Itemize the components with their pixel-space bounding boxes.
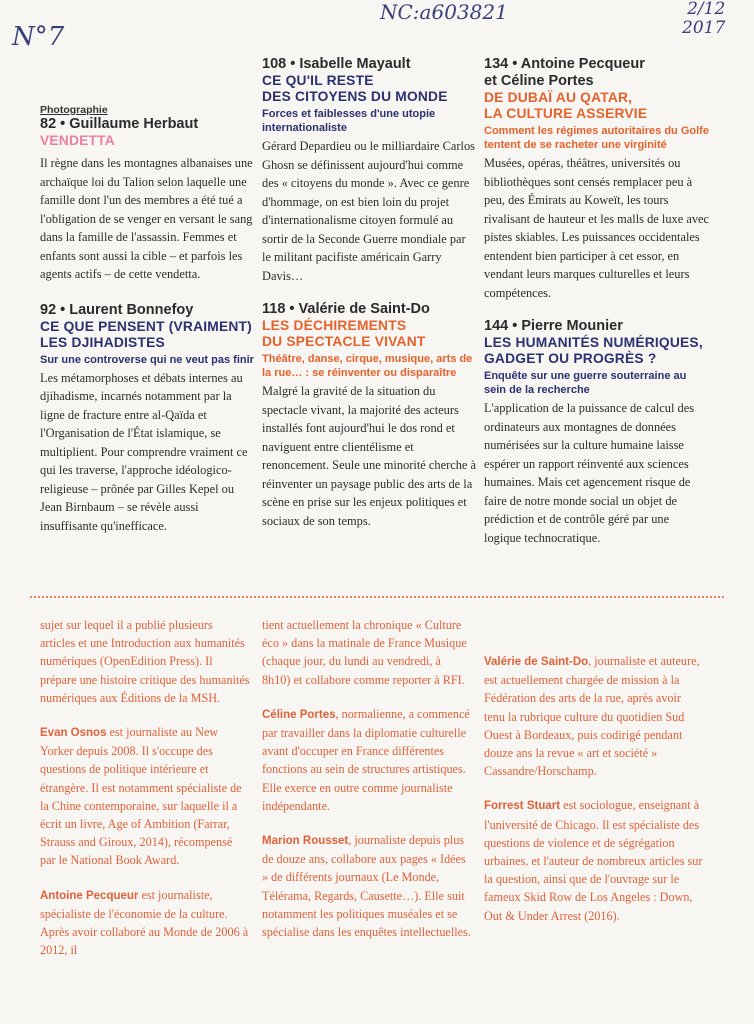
article-subtitle: Comment les régimes autoritaires du Golfe tentent de se racheter une virginité: [484, 125, 709, 151]
article-title-line-2: LA CULTURE ASSERVIE: [484, 106, 648, 121]
handwritten-date: 2/12 2017: [682, 0, 726, 38]
bio-column-3: [484, 652, 704, 941]
article-title-line-2: LES DJIHADISTES: [40, 334, 165, 350]
article-djihadistes: [40, 302, 255, 536]
article-body: Gérard Depardieu ou le milliardaire Carlos Ghosn se définissent aujourd'hui comme des « citoyens du monde ». Avec ce genre d'hommage, on est bien loin du projet d'internationalisme citoyen formulé au sortir de la Seconde Guerre mondiale par le militant pacifiste américain Garry Davis…: [262, 139, 475, 283]
article-citoyens: [262, 56, 477, 285]
article-subtitle: Forces et faiblesses d'une utopie internationaliste: [262, 108, 436, 134]
bio-paragraph: Antoine Pecqueur est journaliste, spécialiste de l'économie de la culture. Après avoir collaboré au Monde de 2006 à 2012, il: [40, 887, 249, 958]
article-number-author: 82 • Guillaume Herbaut: [40, 116, 199, 132]
article-title-line-1: LES HUMANITÉS NUMÉRIQUES,: [484, 335, 703, 350]
article-column-3: [484, 56, 709, 547]
handwritten-catalog-code: NC:a603821: [380, 0, 508, 24]
article-subtitle: Théâtre, danse, cirque, musique, arts de la rue… : se réinventer ou disparaître: [262, 353, 473, 379]
bio-name: Marion Rousset: [262, 835, 349, 848]
bio-column-2: [262, 616, 472, 957]
bio-paragraph: Marion Rousset, journaliste depuis plus de douze ans, collabore aux pages « Idées » de différents journaux (Le Monde, Télérama, Regards, Causette…). Elle suit notamment les politiques muséales et se spécialise dans les enquêtes intellectuelles.: [262, 833, 471, 940]
article-body: Musées, opéras, théâtres, universités ou bibliothèques sont censés remplacer peu à peu, des Émirats au Koweït, les tours rivalisant de hauteur et les malls de luxe avec pistes skiables. Les puissances occidentales entendent bien participer à cet essor, en vendant leurs marques culturelles et leurs compétences.: [484, 156, 710, 300]
bio-column-1: [40, 616, 250, 975]
article-title-line-1: LES DÉCHIREMENTS: [262, 318, 407, 333]
article-column-2: [262, 56, 477, 530]
article-title-line-2: GADGET OU PROGRÈS ?: [484, 351, 657, 366]
rubric-label: Photographie: [40, 104, 108, 116]
article-number-author: 118 • Valérie de Saint-Do: [262, 301, 430, 317]
article-column-1: [40, 104, 255, 535]
bio-paragraph: Evan Osnos est journaliste au New Yorker depuis 2008. Il s'occupe des questions de politique intérieure et étrangère. Il est notamment spécialiste de la Chine contemporaine, sur laquelle il a écrit un livre, Age of Ambition (Farrar, Strauss and Giroux, 2014), récompensé par le National Book Award.: [40, 725, 242, 868]
bio-name: Céline Portes: [262, 708, 336, 721]
article-body: Malgré la gravité de la situation du spectacle vivant, la majorité des acteurs installés font aujourd'hui le dos rond et naviguent entre clientélisme et renoncement. Seule une minorité cherche à réinventer un paysage public des arts de la scène en prise sur les enjeux politiques et sociaux de son temps.: [262, 384, 476, 528]
article-title-line-1: CE QU'IL RESTE: [262, 73, 374, 88]
article-spectacle-vivant: [262, 301, 477, 530]
article-subtitle: Enquête sur une guerre souterraine au sein de la recherche: [484, 370, 687, 396]
bio-name: Antoine Pecqueur: [40, 889, 139, 902]
article-title-line-1: CE QUE PENSENT (VRAIMENT): [40, 318, 252, 334]
article-number-author: 108 • Isabelle Mayault: [262, 56, 411, 72]
article-vendetta: [40, 104, 255, 284]
article-title-line-1: DE DUBAÏ AU QATAR,: [484, 90, 633, 105]
article-number-author: 144 • Pierre Mounier: [484, 318, 623, 334]
article-title-line-2: DES CITOYENS DU MONDE: [262, 89, 448, 104]
bio-name: Valérie de Saint-Do: [484, 656, 589, 668]
article-number-author: 134 • Antoine Pecqueur: [484, 56, 645, 72]
bio-name: Forrest Stuart: [484, 800, 561, 813]
article-body: Les métamorphoses et débats internes au djihadisme, incarnés notamment par la ligne de fracture entre al-Qaïda et l'Organisation de l'État islamique, se multiplient. Pour comprendre vraiment ce qui les traverse, l'approche idéologico-religieuse – prônée par Gilles Kepel ou Jean Birnbaum – se révèle aussi insuffisante qu'inefficace.: [40, 370, 248, 533]
bio-name: Evan Osnos: [40, 727, 107, 740]
bio-paragraph: tient actuellement la chronique « Culture éco » dans la matinale de France Musique (chaque jour, du lundi au vendredi, à 8h10) et collabore comme reporter à RFI.: [262, 618, 467, 687]
article-body: Il règne dans les montagnes albanaises une archaïque loi du Talion selon laquelle une famille dont l'un des membres a été tué a l'obligation de se venger en versant le sang dans la famille de l'assassin. Femmes et enfants sont aussi la cible – et parfois les agents actifs – de cette vendetta.: [40, 156, 253, 281]
article-number-author: 92 • Laurent Bonnefoy: [40, 301, 194, 318]
bio-paragraph: sujet sur lequel il a publié plusieurs articles et une Introduction aux humanités numériques (OpenEdition Press). Il prépare une histoire critique des humanités numériques aux Éditions de la MSH.: [40, 618, 250, 705]
article-title: VENDETTA: [40, 133, 115, 148]
article-body: L'application de la puissance de calcul des ordinateurs aux montagnes de données numérisées sur la culture humaine laisse espérer un rapport réinventé aux sciences humaines. Mais cet agencement risque de faire de notre monde social un objet de prédiction et de contrôle géré par une logique technocratique.: [484, 401, 695, 545]
article-subtitle: Sur une controverse qui ne veut pas finir: [40, 353, 254, 366]
bio-paragraph: Céline Portes, normalienne, a commencé par travailler dans la diplomatie culturelle avant d'occuper en France différentes fonctions au sein de structures artistiques. Elle exerce en outre comme journaliste indépendante.: [262, 706, 470, 813]
section-divider: [30, 596, 724, 598]
article-humanites-numeriques: [484, 318, 709, 547]
bio-paragraph: Forrest Stuart est sociologue, enseignant à l'université de Chicago. Il est spécialiste des questions de violence et de ségrégation urbaines, et l'auteur de nombreux articles sur la question, ainsi que de l'ouvrage sur le fameux Skid Row de Los Angeles : Down, Out & Under Arrest (2016).: [484, 798, 703, 923]
handwritten-issue-number: N°7: [12, 22, 65, 52]
article-number-author-2: et Céline Portes: [484, 73, 594, 89]
bio-paragraph: Valérie de Saint-Do, journaliste et auteure, est actuellement chargée de mission à la Fédération des arts de la rue, après avoir tenu la rubrique culture du quotidien Sud Ouest à Bordeaux, puis codirigé pendant douze ans la revue « art et société » Cassandre/Horschamp.: [484, 654, 700, 779]
article-culture-asservie: [484, 56, 709, 302]
article-title-line-2: DU SPECTACLE VIVANT: [262, 334, 426, 349]
